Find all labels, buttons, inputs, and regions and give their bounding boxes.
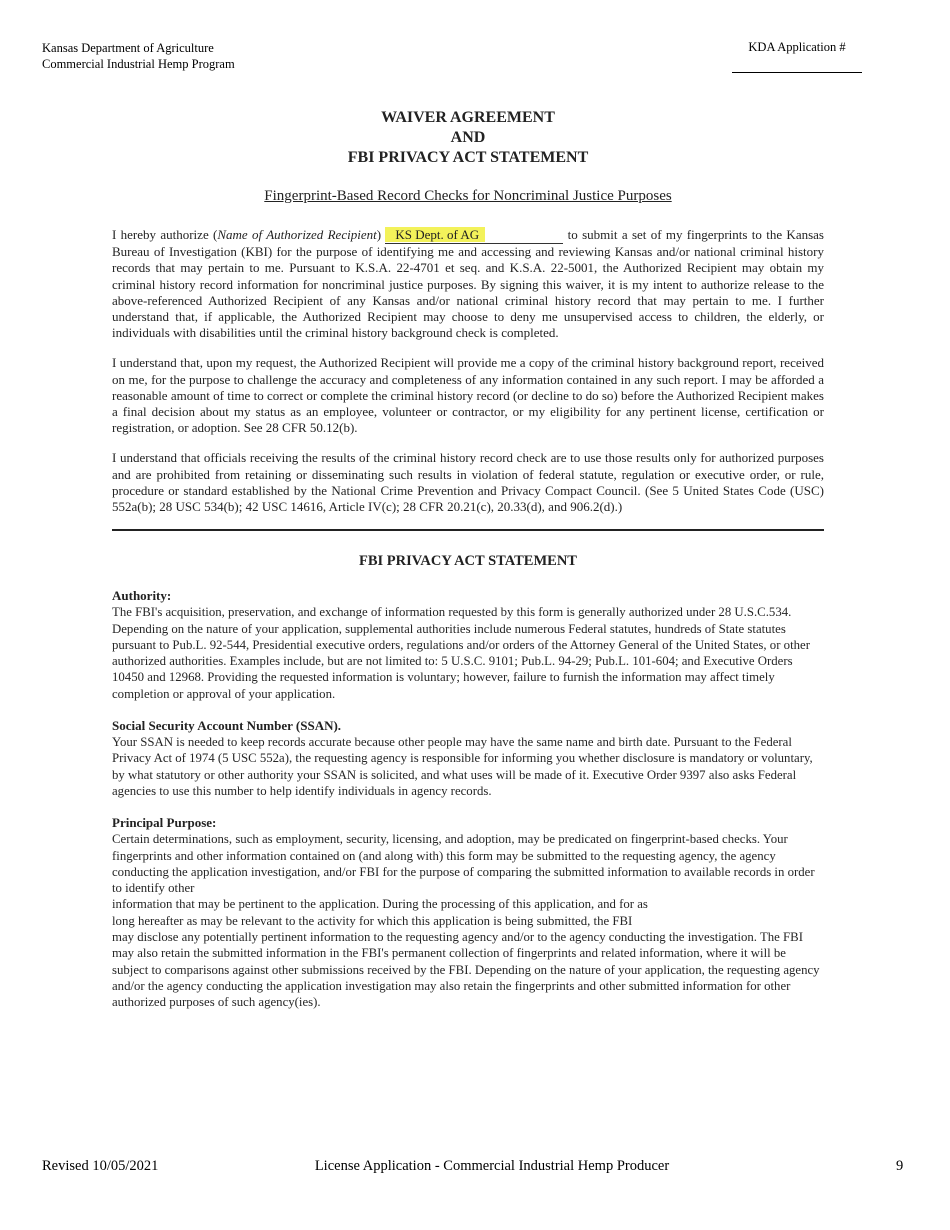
org-name: Kansas Department of Agriculture bbox=[42, 41, 214, 55]
waiver-paragraph-2: I understand that, upon my request, the Authorized Recipient will provide me a copy of the criminal history background report, received on me, for the purpose to challenge the accuracy and completeness of any information contained in any such report. I may be afforded a reasonable amount of time to correct or complete the criminal history record (or decline to do so) before the Authorized Recipient makes a final decision about my status as an employee, volunteer or contractor, or my eligibility for any pertinent license, certification or registration, or adoption. See 28 CFR 50.12(b). bbox=[112, 355, 824, 436]
scanned-waiver-document bbox=[112, 108, 824, 1026]
application-number-label: KDA Application # bbox=[748, 40, 846, 54]
authorized-recipient-field[interactable] bbox=[385, 227, 563, 244]
recipient-label: Name of Authorized Recipient bbox=[217, 227, 377, 242]
page-number: 9 bbox=[896, 1158, 904, 1174]
authority-section bbox=[112, 588, 824, 702]
privacy-act-body bbox=[112, 588, 824, 1010]
authority-heading: Authority: bbox=[112, 588, 172, 604]
recipient-value: KS Dept. of AG bbox=[385, 227, 485, 242]
application-number-field[interactable] bbox=[732, 72, 862, 73]
waiver-paragraph-3: I understand that officials receiving the results of the criminal history record check are to use those results only for authorized purposes and are prohibited from retaining or disseminating such results in violation of federal statute, regulation or executive order, or rule, procedure or standard established by the National Crime Prevention and Privacy Compact Council. (See 5 United States Code (USC) 552a(b); 28 USC 534(b); 42 USC 14616, Article IV(c); 28 CFR 20.21(c), 20.33(d), and 906.2(d).) bbox=[112, 450, 824, 515]
page-header-org bbox=[42, 40, 235, 72]
purpose-text-4: may disclose any potentially pertinent information to the requesting agency and/or to the agency conducting the investigation. The FBI may also retain the submitted information in the FBI's permanent collection of fingerprints and related information, where it will be subject to comparisons against other submissions received by the FBI. Depending on the nature of your application, the requesting agency and/or the agency conducting the application investigation may also retain the fingerprints and other submitted information for other authorized purposes of such agency(ies). bbox=[112, 930, 820, 1010]
ssan-section bbox=[112, 718, 824, 799]
purpose-text-3: long hereafter as may be relevant to the activity for which this application is being submitted, the FBI bbox=[112, 913, 633, 928]
authority-text: The FBI's acquisition, preservation, and exchange of information requested by this form is generally authorized under 28 U.S.C.534. Depending on the nature of your application, supplemental authorities include numerous Federal statutes, hundreds of State statutes pursuant to Pub.L. 92-544, Presidential executive orders, regulations and/or orders of the Attorney General of the United States, or other authorized authorities. Examples include, but are not limited to: 5 U.S.C. 9101; Pub.L. 94-29; Pub.L. 101-604; and Executive Orders 10450 and 12968. Providing the requested information is voluntary; however, failure to furnish the information may affect timely completion or approval of your application. bbox=[112, 605, 810, 701]
privacy-act-title: FBI PRIVACY ACT STATEMENT bbox=[359, 553, 577, 570]
purpose-text-1: Certain determinations, such as employment, security, licensing, and adoption, may be predicated on fingerprint-based checks. Your fingerprints and other information contained on (and along with) this form may be submitted to the requesting agency, the agency conducting the application investigation, and/or FBI for the purpose of comparing the submitted information to available records in order to identify other bbox=[112, 832, 815, 896]
purpose-heading: Principal Purpose: bbox=[112, 815, 217, 831]
waiver-title: WAIVER AGREEMENT AND FBI PRIVACY ACT STATEMENT bbox=[347, 109, 589, 166]
program-name: Commercial Industrial Hemp Program bbox=[42, 57, 235, 71]
revision-date: Revised 10/05/2021 bbox=[42, 1158, 159, 1174]
waiver-paragraph-1: I hereby authorize (Name of Authorized Recipient) KS Dept. of AG to submit a set of my fingerprints to the Kansas Bureau of Investigation (KBI) for the purpose of identifying me and accessing and reviewing Kansas and/or national criminal history records that may pertain to me. Pursuant to K.S.A. 22-4701 et seq. and K.S.A. 22-5001, the Authorized Recipient may obtain my criminal history record information for noncriminal justice purposes. By signing this waiver, it is my intent to authorize release to the above-referenced Authorized Recipient of any Kansas and/or national criminal history record that may pertain to me. I further understand that, if applicable, the Authorized Recipient may choose to deny me unsupervised access to children, the elderly, or individuals with disabilities until the criminal history background check is completed. bbox=[112, 227, 824, 341]
section-divider bbox=[112, 529, 824, 531]
ssan-heading: Social Security Account Number (SSAN). bbox=[112, 718, 342, 734]
ssan-text: Your SSAN is needed to keep records accurate because other people may have the same name and birth date. Pursuant to the Federal Privacy Act of 1974 (5 USC 552a), the requesting agency is responsible for informing you whether disclosure is mandatory or voluntary, by what statutory or other authority your SSAN is solicited, and what uses will be made of it. Executive Order 9397 also asks Federal agencies to use this number to help identify individuals in agency records. bbox=[112, 735, 813, 798]
footer-doc-title: License Application - Commercial Industrial Hemp Producer bbox=[314, 1158, 670, 1174]
waiver-subtitle: Fingerprint-Based Record Checks for Noncriminal Justice Purposes bbox=[264, 188, 672, 204]
purpose-section bbox=[112, 815, 824, 1010]
purpose-text-2: information that may be pertinent to the application. During the processing of this application, and for as bbox=[112, 897, 648, 912]
